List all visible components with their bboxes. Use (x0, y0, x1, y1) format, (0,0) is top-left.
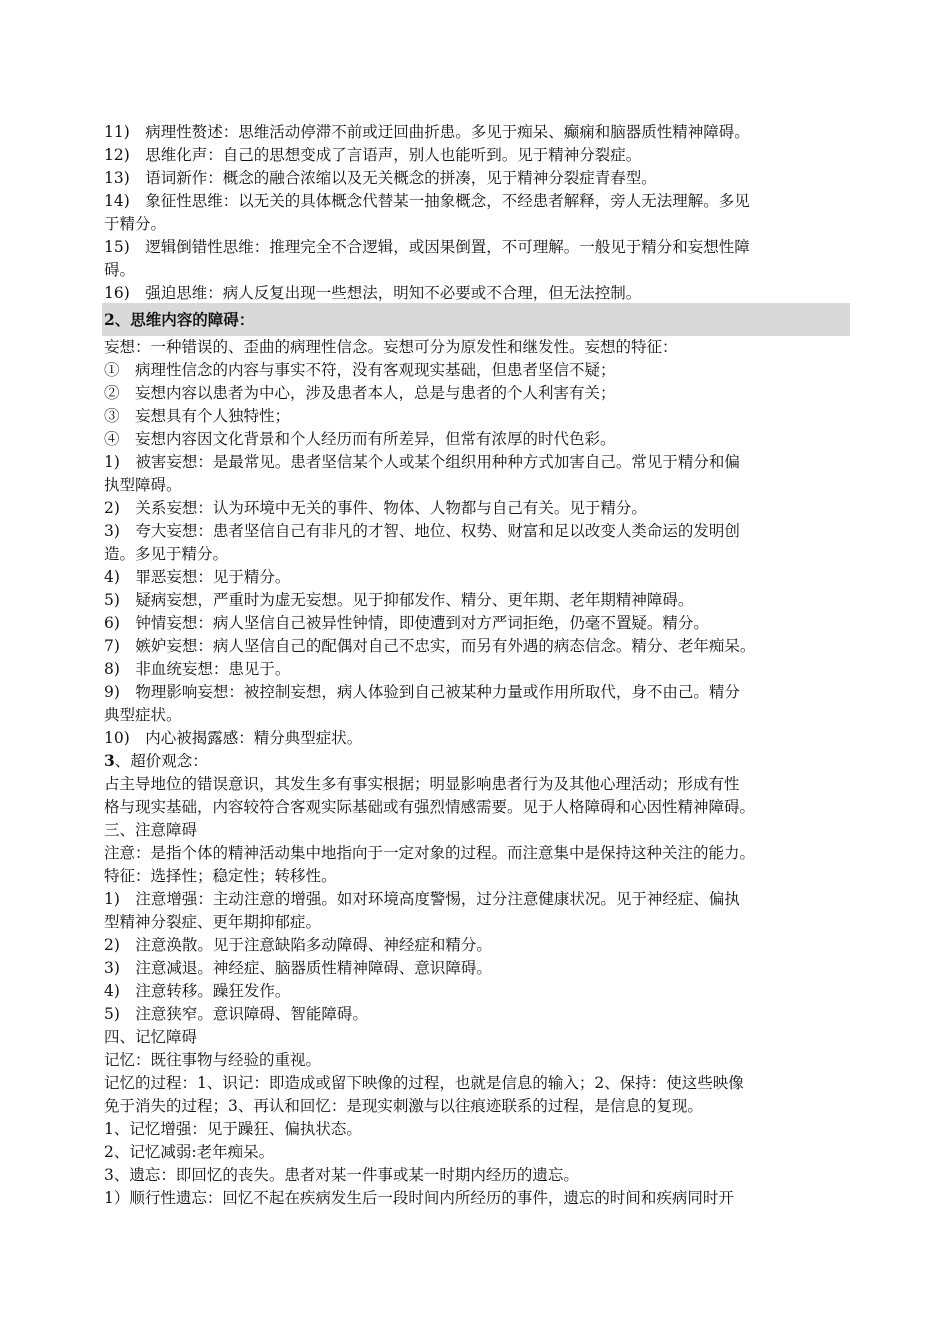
line-text: 1) 被害妄想：是最常见。患者坚信某个人或某个组织用种种方式加害自己。常见于精分和偏 (104, 453, 740, 471)
line-text: 四、记忆障碍 (104, 1028, 198, 1046)
line-text: ① 病理性信念的内容与事实不符，没有客观现实基础，但患者坚信不疑； (104, 361, 616, 379)
text-line (104, 543, 850, 565)
text-line (104, 1118, 850, 1140)
line-text: 记忆：既往事物与经验的重视。 (104, 1051, 322, 1069)
text-line (104, 1026, 850, 1048)
line-text: 执型障碍。 (104, 476, 182, 494)
text-line (104, 474, 850, 496)
text-line (104, 213, 850, 235)
text-line (104, 259, 850, 281)
text-line (104, 121, 850, 143)
line-text: 9) 物理影响妄想：被控制妄想，病人体验到自己被某种力量或作用所取代，身不由己。精分 (104, 683, 740, 701)
line-text: 10) 内心被揭露感：精分典型症状。 (104, 729, 363, 747)
line-text: 7) 嫉妒妄想：病人坚信自己的配偶对自己不忠实，而另有外遇的病态信念。精分、老年痴呆。 (104, 637, 756, 655)
text-line (104, 750, 850, 772)
text-line (104, 888, 850, 910)
line-text: 4) 罪恶妄想：见于精分。 (104, 568, 291, 586)
text-line (104, 428, 850, 450)
heading-number: 3 (104, 751, 115, 770)
text-line (104, 842, 850, 864)
line-text: ② 妄想内容以患者为中心，涉及患者本人，总是与患者的个人利害有关； (104, 384, 616, 402)
text-line (104, 566, 850, 588)
text-line (104, 520, 850, 542)
text-line (104, 1095, 850, 1117)
line-text: 注意：是指个体的精神活动集中地指向于一定对象的过程。而注意集中是保持这种关注的能力。 (104, 844, 756, 862)
line-text: 2) 注意涣散。见于注意缺陷多动障碍、神经症和精分。 (104, 936, 492, 954)
line-text: 5) 注意狭窄。意识障碍、智能障碍。 (104, 1005, 368, 1023)
text-line (104, 681, 850, 703)
text-line (104, 1164, 850, 1186)
line-text: 三、注意障碍 (104, 821, 198, 839)
text-line (104, 911, 850, 933)
text-line (104, 589, 850, 611)
line-text: 1、记忆增强：见于躁狂、偏执状态。 (104, 1120, 362, 1138)
text-line (104, 727, 850, 749)
line-text: 1) 注意增强：主动注意的增强。如对环境高度警惕，过分注意健康状况。见于神经症、偏执 (104, 890, 740, 908)
text-line (104, 934, 850, 956)
line-text: 于精分。 (104, 215, 167, 233)
text-line (104, 405, 850, 427)
line-text: 16) 强迫思维：病人反复出现一些想法，明知不必要或不合理，但无法控制。 (104, 284, 642, 302)
text-line (104, 1049, 850, 1071)
line-text: 14) 象征性思维：以无关的具体概念代替某一抽象概念，不经患者解释，旁人无法理解。多见 (104, 192, 750, 210)
text-line (104, 309, 850, 331)
line-text: 11) 病理性赘述：思维活动停滞不前或迂回曲折患。多见于痴呆、癫痫和脑器质性精神障碍。 (104, 123, 750, 141)
text-line (104, 1003, 850, 1025)
text-line (104, 282, 850, 304)
text-line (104, 612, 850, 634)
text-line (104, 359, 850, 381)
text-line (104, 796, 850, 818)
line-text: 2) 关系妄想：认为环境中无关的事件、物体、人物都与自己有关。见于精分。 (104, 499, 647, 517)
heading-number: 2、 (104, 310, 131, 329)
line-text: 3) 注意减退。神经症、脑器质性精神障碍、意识障碍。 (104, 959, 492, 977)
text-line (104, 190, 850, 212)
line-text: 4) 注意转移。躁狂发作。 (104, 982, 291, 1000)
line-text: 2、记忆减弱:老年痴呆。 (104, 1143, 275, 1161)
text-line (104, 957, 850, 979)
line-text: 妄想：一种错误的、歪曲的病理性信念。妄想可分为原发性和继发性。妄想的特征： (104, 338, 678, 356)
line-text: 3) 夸大妄想：患者坚信自己有非凡的才智、地位、权势、财富和足以改变人类命运的发明创 (104, 522, 740, 540)
text-line (104, 336, 850, 358)
line-text: 、超价观念： (114, 752, 208, 770)
text-line (104, 144, 850, 166)
text-line (104, 167, 850, 189)
line-text: 造。多见于精分。 (104, 545, 229, 563)
line-text: 6) 钟情妄想：病人坚信自己被异性钟情，即使遭到对方严词拒绝，仍毫不置疑。精分。 (104, 614, 709, 632)
text-line (104, 773, 850, 795)
line-text: 占主导地位的错误意识，其发生多有事实根据；明显影响患者行为及其他心理活动；形成有性 (104, 775, 740, 793)
line-text: 15) 逻辑倒错性思维：推理完全不合逻辑，或因果倒置，不可理解。一般见于精分和妄想性障 (104, 238, 750, 256)
text-line (104, 236, 850, 258)
line-text: ③ 妄想具有个人独特性； (104, 407, 291, 425)
line-text: 格与现实基础，内容较符合客观实际基础或有强烈情感需要。见于人格障碍和心因性精神障碍。 (104, 798, 756, 816)
text-line (104, 382, 850, 404)
text-line (104, 497, 850, 519)
line-text: 型精神分裂症、更年期抑郁症。 (104, 913, 322, 931)
line-text: 13) 语词新作：概念的融合浓缩以及无关概念的拼凑，见于精神分裂症青春型。 (104, 169, 657, 187)
text-line (104, 980, 850, 1002)
line-text: 记忆的过程：1、识记：即造成或留下映像的过程，也就是信息的输入；2、保持：使这些映像 (104, 1074, 744, 1092)
text-line (104, 819, 850, 841)
line-text: 典型症状。 (104, 706, 182, 724)
text-line (104, 1072, 850, 1094)
line-text: 免于消失的过程；3、再认和回忆：是现实刺激与以往痕迹联系的过程，是信息的复现。 (104, 1097, 703, 1115)
text-line (104, 704, 850, 726)
line-text: 特征：选择性；稳定性；转移性。 (104, 867, 337, 885)
line-text: 思维内容的障碍： (130, 310, 255, 329)
line-text: 1）顺行性遗忘：回忆不起在疾病发生后一段时间内所经历的事件，遗忘的时间和疾病同时开 (104, 1189, 734, 1207)
line-text: ④ 妄想内容因文化背景和个人经历而有所差异，但常有浓厚的时代色彩。 (104, 430, 616, 448)
text-line (104, 635, 850, 657)
text-line (104, 1141, 850, 1163)
line-text: 5) 疑病妄想，严重时为虚无妄想。见于抑郁发作、精分、更年期、老年期精神障碍。 (104, 591, 694, 609)
line-text: 碍。 (104, 261, 136, 279)
text-line (104, 451, 850, 473)
text-line (104, 865, 850, 887)
text-line (104, 1187, 850, 1209)
text-line (104, 658, 850, 680)
line-text: 3、遗忘：即回忆的丧失。患者对某一件事或某一时期内经历的遗忘。 (104, 1166, 579, 1184)
line-text: 12) 思维化声：自己的思想变成了言语声，别人也能听到。见于精神分裂症。 (104, 146, 642, 164)
line-text: 8) 非血统妄想：患见于。 (104, 660, 291, 678)
